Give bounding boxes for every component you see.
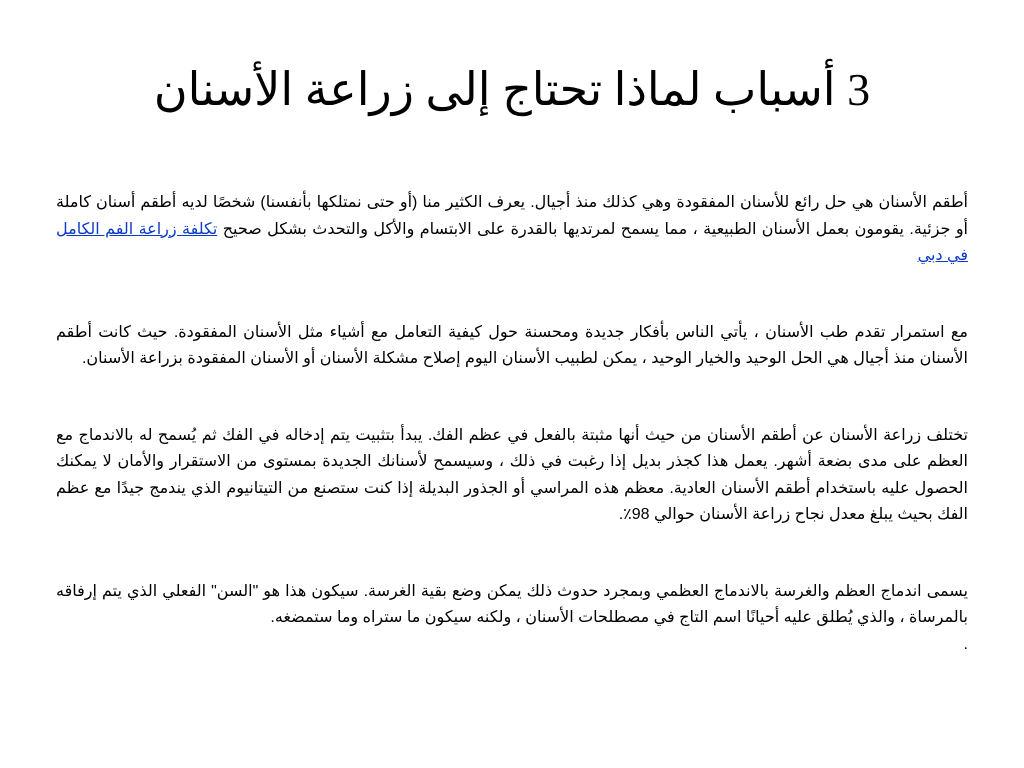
paragraph-osseointegration: [56, 579, 968, 659]
trailing-dot: .: [963, 635, 968, 653]
paragraph-dentures: [56, 190, 968, 270]
page-title: 3 أسباب لماذا تحتاج إلى زراعة الأسنان: [153, 64, 871, 115]
paragraph-osseointegration-text: يسمى اندماج العظم والغرسة بالاندماج العظمي وبمجرد حدوث ذلك يمكن وضع بقية الغرسة. سيكون هذا هو "السن" الفعلي الذي يتم إرفاقه بالمرساة ، والذي يُطلق عليه أحيانًا اسم التاج في مصطلحات الأسنان ، ولكنه سيكون ما ستراه وما ستمضغه.: [56, 582, 969, 626]
paragraph-dentures-text: أطقم الأسنان هي حل رائع للأسنان المفقودة وهي كذلك منذ أجيال. يعرف الكثير منا (أو حتى نمتلكها بأنفسنا) شخصًا لديه أطقم أسنان كاملة أو جزئية. يقومون بعمل الأسنان الطبيعية ، مما يسمح لمرتديها بالقدرة على الابتسام والأكل والتحدث بشكل صحيح: [56, 194, 968, 238]
paragraph-implant-difference: تختلف زراعة الأسنان عن أطقم الأسنان من حيث أنها مثبتة بالفعل في عظم الفك. يبدأ بتثبيت يتم إدخاله في الفك ثم يُسمح له بالاندماج مع العظم على مدى بضعة أشهر. يعمل هذا كجذر بديل إذا رغبت في ذلك ، وسيسمح لأسنانك الجديدة بمستوى من الاستقرار والأمان لا يمكنك الحصول عليه باستخدام أطقم الأسنان العادية. معظم هذه المراسي أو الجذور البديلة إذا كنت ستصنع من التيتانيوم الذي يندمج جيدًا مع عظم الفك بحيث يبلغ معدل نجاح زراعة الأسنان حوالي 98٪.: [56, 426, 969, 523]
full-mouth-implant-cost-link[interactable]: تكلفة زراعة الفم الكامل في دبي: [56, 220, 968, 264]
paragraph-dentistry-progress: مع استمرار تقدم طب الأسنان ، يأتي الناس بأفكار جديدة ومحسنة حول كيفية التعامل مع أشياء مثل الأسنان المفقودة. حيث كانت أطقم الأسنان منذ أجيال هي الحل الوحيد والخيار الوحيد ، يمكن لطبيب الأسنان اليوم إصلاح مشكلة الأسنان أو الأسنان المفقودة بزراعة الأسنان.: [56, 323, 968, 367]
content-body: [56, 190, 968, 708]
